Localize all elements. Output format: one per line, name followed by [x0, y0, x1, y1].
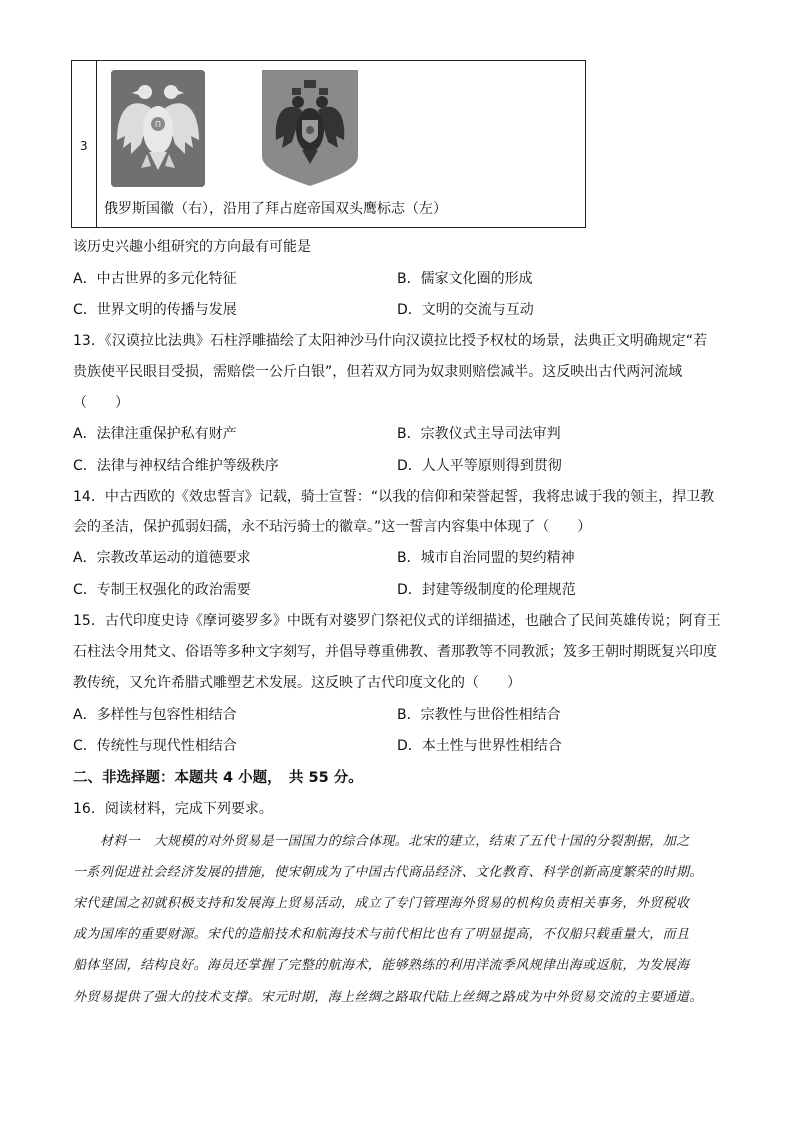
q12-option-b[interactable]: B．儒家文化圈的形成 [397, 271, 533, 287]
double-headed-eagle-icon [111, 70, 205, 187]
q12-option-d[interactable]: D．文明的交流与互动 [397, 302, 534, 318]
q14-option-c[interactable]: C．专制王权强化的政治需要 [73, 582, 251, 598]
q15-line-2: 石柱法令用梵文、俗语等多种文字刻写，并倡导尊重佛教、耆那教等不同教派；笈多王朝时期既复兴印度 [73, 644, 717, 660]
q13-answer-blank: （ ） [73, 395, 129, 411]
q14-option-b[interactable]: B．城市自治同盟的契约精神 [397, 550, 575, 566]
q14-option-a[interactable]: A．宗教改革运动的道德要求 [73, 550, 251, 566]
material-line-5: 船体坚固，结构良好。海员还掌握了完整的航海术，能够熟练的利用洋流季风规律出海或返航，为发展海 [73, 958, 690, 973]
table-caption: 俄罗斯国徽（右），沿用了拜占庭帝国双头鹰标志（左） [104, 201, 447, 217]
q15-line-3: 教传统，又允许希腊式雕塑艺术发展。这反映了古代印度文化的（ ） [73, 675, 521, 691]
row-number-cell [72, 61, 97, 227]
material-line-2: 一系列促进社会经济发展的措施，使宋朝成为了中国古代商品经济、文化教育、科学创新高度繁荣的时期。 [73, 865, 703, 880]
q15-line-1: 15．古代印度史诗《摩诃婆罗多》中既有对婆罗门祭祀仪式的详细描述，也融合了民间英雄传说；阿育王 [73, 613, 721, 629]
q14-option-d[interactable]: D．封建等级制度的伦理规范 [397, 582, 576, 598]
section-2-heading: 二、非选择题：本题共 4 小题， 共 55 分。 [73, 770, 363, 786]
q13-option-d[interactable]: D．人人平等原则得到贯彻 [397, 458, 562, 474]
svg-text:Π: Π [154, 120, 162, 129]
row-number: 3 [80, 139, 88, 153]
q12-stem: 该历史兴趣小组研究的方向最有可能是 [73, 239, 311, 255]
q13-line-2: 贵族使平民眼目受损，需赔偿一公斤白银”，但若双方同为奴隶则赔偿减半。这反映出古代两河流域 [73, 364, 683, 380]
russian-coat-of-arms-image [262, 70, 358, 186]
material-line-6: 外贸易提供了强大的技术支撑。宋元时期，海上丝绸之路取代陆上丝绸之路成为中外贸易交流的主要通道。 [73, 990, 703, 1005]
material-line-1: 材料一 大规模的对外贸易是一国国力的综合体现。北宋的建立，结束了五代十国的分裂割据，加之 [100, 834, 690, 849]
q15-option-d[interactable]: D．本土性与世界性相结合 [397, 738, 562, 754]
q12-option-a[interactable]: A．中古世界的多元化特征 [73, 271, 237, 287]
q13-option-a[interactable]: A．法律注重保护私有财产 [73, 426, 237, 442]
material-line-3: 宋代建国之初就积极支持和发展海上贸易活动，成立了专门管理海外贸易的机构负责相关事务，外贸税收 [73, 896, 690, 911]
material-line-4: 成为国库的重要财源。宋代的造船技术和航海技术与前代相比也有了明显提高，不仅船只载重量大，而且 [73, 927, 690, 942]
q15-option-a[interactable]: A．多样性与包容性相结合 [73, 707, 237, 723]
q15-option-b[interactable]: B．宗教性与世俗性相结合 [397, 707, 561, 723]
q12-option-c[interactable]: C．世界文明的传播与发展 [73, 302, 237, 318]
q13-line-1: 13．《汉谟拉比法典》石柱浮雕描绘了太阳神沙马什向汉谟拉比授予权杖的场景，法典正文明确规定“若 [73, 333, 708, 349]
q14-line-2: 会的圣洁，保护孤弱妇孺，永不玷污骑士的徽章。”这一誓言内容集中体现了（ ） [73, 519, 592, 535]
emblem-table [71, 60, 586, 228]
q14-line-1: 14．中古西欧的《效忠誓言》记载，骑士宣誓：“以我的信仰和荣誉起誓，我将忠诚于我的领主，捍卫教 [73, 489, 715, 505]
q16-stem: 16．阅读材料，完成下列要求。 [73, 801, 273, 817]
q15-option-c[interactable]: C．传统性与现代性相结合 [73, 738, 237, 754]
byzantine-eagle-image [111, 70, 205, 187]
q13-option-b[interactable]: B．宗教仪式主导司法审判 [397, 426, 561, 442]
russian-coat-of-arms-icon [262, 70, 358, 186]
q13-option-c[interactable]: C．法律与神权结合维护等级秩序 [73, 458, 279, 474]
